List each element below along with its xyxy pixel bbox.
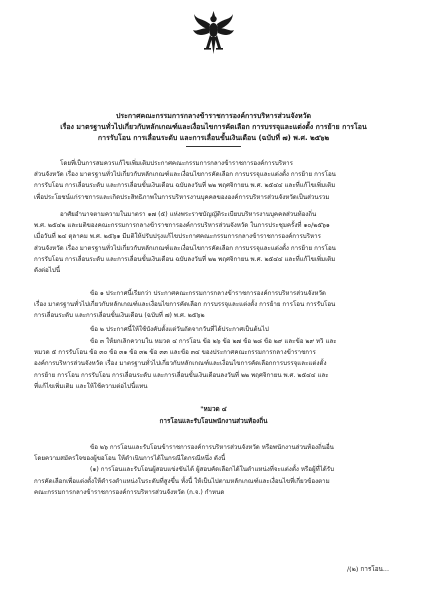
document-title: ประกาศคณะกรรมการกลางข้าราชการองค์การบริหารส่วนจังหวัด xyxy=(115,112,312,120)
document-subject-continued: การรับโอน การเลื่อนระดับ และการเลื่อนขั้นเงินเดือน (ฉบับที่ ๗) พ.ศ. ๒๕๖๒ xyxy=(97,134,330,142)
text-line: ข้อ ๑ ประกาศนี้เรียกว่า ประกาศคณะกรรมการกลางข้าราชการองค์การบริหารส่วนจังหวัด xyxy=(90,290,326,297)
chapter-title: การโอนและรับโอนพนักงานส่วนท้องถิ่น xyxy=(159,417,268,425)
clause-1 xyxy=(34,288,404,322)
text-line: การย้าย การโอน การรับโอน การเลื่อนระดับ และการเลื่อนขั้นเงินเดือนลงวันที่ ๒๒ พฤศจิกายน พ.ศ. ๒๕๔๔ และ xyxy=(34,371,329,379)
text-line: การรับโอน การเลื่อนระดับ และการเลื่อนขั้นเงินเดือน ฉบับลงวันที่ ๒๒ พฤศจิกายน พ.ศ. ๒๕๔๔ และที่แก้ไขเพิ่มเติม xyxy=(34,182,336,190)
text-line: โดยที่เป็นการสมควรแก้ไขเพิ่มเติมประกาศคณะกรรมการกลางข้าราชการองค์การบริหาร xyxy=(60,160,293,167)
text-line: หมวด ๕ การรับโอน ข้อ ๓๐ ข้อ ๓๑ ข้อ ๓๒ ข้อ ๓๓ และข้อ ๓๔ ของประกาศคณะกรรมการกลางข้าราชการ xyxy=(34,349,316,357)
text-line: พ.ศ. ๒๕๔๒ และมติของคณะกรรมการกลางข้าราชการองค์การบริหารส่วนจังหวัด ในการประชุมครั้งที่ ๑๐/๒๕๖๑ xyxy=(34,222,330,230)
text-line: ที่แก้ไขเพิ่มเติม และให้ใช้ความต่อไปนี้แทน xyxy=(34,382,148,390)
text-line: ข้อ ๒ ประกาศนี้ให้ใช้บังคับตั้งแต่วันถัดจากวันที่ได้ประกาศเป็นต้นไป xyxy=(90,326,269,333)
document-subject: เรื่อง มาตรฐานทั่วไปเกี่ยวกับหลักเกณฑ์และเงื่อนไขการคัดเลือก การบรรจุและแต่งตั้ง การย้าย การโอน xyxy=(60,123,367,131)
text-line: การรับโอน การเลื่อนระดับ และการเลื่อนขั้นเงินเดือน ฉบับลงวันที่ ๒๒ พฤศจิกายน พ.ศ. ๒๕๔๔ และที่แก้ไขเพิ่มเติม xyxy=(34,255,336,263)
clause-26 xyxy=(34,442,404,498)
chapter-number: "หมวด ๔ xyxy=(200,405,227,413)
authority-paragraph xyxy=(34,209,404,276)
text-line: องค์การบริหารส่วนจังหวัด เรื่อง มาตรฐานทั่วไปเกี่ยวกับหลักเกณฑ์และเงื่อนไขการคัดเลือกการบรรจุและแต่งตั้ง xyxy=(34,360,327,368)
text-line: การคัดเลือกเพื่อแต่งตั้งให้ดำรงตำแหน่งในระดับที่สูงขึ้น ทั้งนี้ ให้เป็นไปตามหลักเกณฑ์และเงื่อนไขที่เกี่ยวข้องตาม xyxy=(34,477,330,485)
text-line: ดังต่อไปนี้ xyxy=(34,267,61,275)
text-line: การเลื่อนระดับ และการเลื่อนขั้นเงินเดือน (ฉบับที่ ๗) พ.ศ. ๒๕๖๒ xyxy=(34,312,205,320)
text-line: อาศัยอำนาจตามความในมาตรา ๑๗ (๕) แห่งพระราชบัญญัติระเบียบบริหารงานบุคคลส่วนท้องถิ่น xyxy=(60,211,317,218)
garuda-emblem-icon xyxy=(192,8,235,58)
continuation-marker: /(๒) การโอน... xyxy=(346,565,389,573)
title-divider xyxy=(186,146,241,147)
clause-3 xyxy=(34,336,404,392)
text-line: คณะกรรมการกลางข้าราชการองค์การบริหารส่วนจังหวัด (ก.จ.) กำหนด xyxy=(34,488,225,496)
text-line: เมื่อวันที่ ๒๔ ตุลาคม พ.ศ. ๒๕๖๑ มีมติให้ปรับปรุงแก้ไขประกาศคณะกรรมการกลางข้าราชการองค์การบริหาร xyxy=(34,233,321,241)
text-line: เรื่อง มาตรฐานทั่วไปเกี่ยวกับหลักเกณฑ์และเงื่อนไขการคัดเลือก การบรรจุและแต่งตั้ง การย้าย การโอน การรับโอน xyxy=(34,301,336,309)
text-line: เพื่อประโยชน์แก่ราชการและเกิดประสิทธิภาพในการบริหารงานบุคคลขององค์การบริหารส่วนจังหวัดเป็นส่วนรวม xyxy=(34,193,330,201)
preamble-paragraph xyxy=(34,158,404,203)
text-line: โดยความสมัครใจของผู้ขอโอน ให้ดำเนินการได้ในกรณีใดกรณีหนึ่ง ดังนี้ xyxy=(34,455,226,463)
text-line: ข้อ ๓ ให้ยกเลิกความใน หมวด ๔ การโอน ข้อ ๒๖ ข้อ ๒๗ ข้อ ๒๘ ข้อ ๒๙ และข้อ ๒๙ ทวิ และ xyxy=(90,338,337,345)
clause-2 xyxy=(34,324,404,335)
text-line: (๑) การโอนและรับโอนผู้สอบแข่งขันได้ ผู้สอบคัดเลือกได้ในตำแหน่งที่จะแต่งตั้ง หรือผู้ที่ได้รับ xyxy=(90,466,335,474)
text-line: ข้อ ๒๖ การโอนและรับโอนข้าราชการองค์การบริหารส่วนจังหวัด หรือพนักงานส่วนท้องถิ่นอื่น xyxy=(90,444,334,451)
text-line: ส่วนจังหวัด เรื่อง มาตรฐานทั่วไปเกี่ยวกับหลักเกณฑ์และเงื่อนไขการคัดเลือก การบรรจุและแต่งตั้ง การย้าย การโอน xyxy=(34,171,336,179)
text-line: ส่วนจังหวัด เรื่อง มาตรฐานทั่วไปเกี่ยวกับหลักเกณฑ์และเงื่อนไขการคัดเลือก การบรรจุและแต่งตั้ง การย้าย การโอน xyxy=(34,244,336,252)
